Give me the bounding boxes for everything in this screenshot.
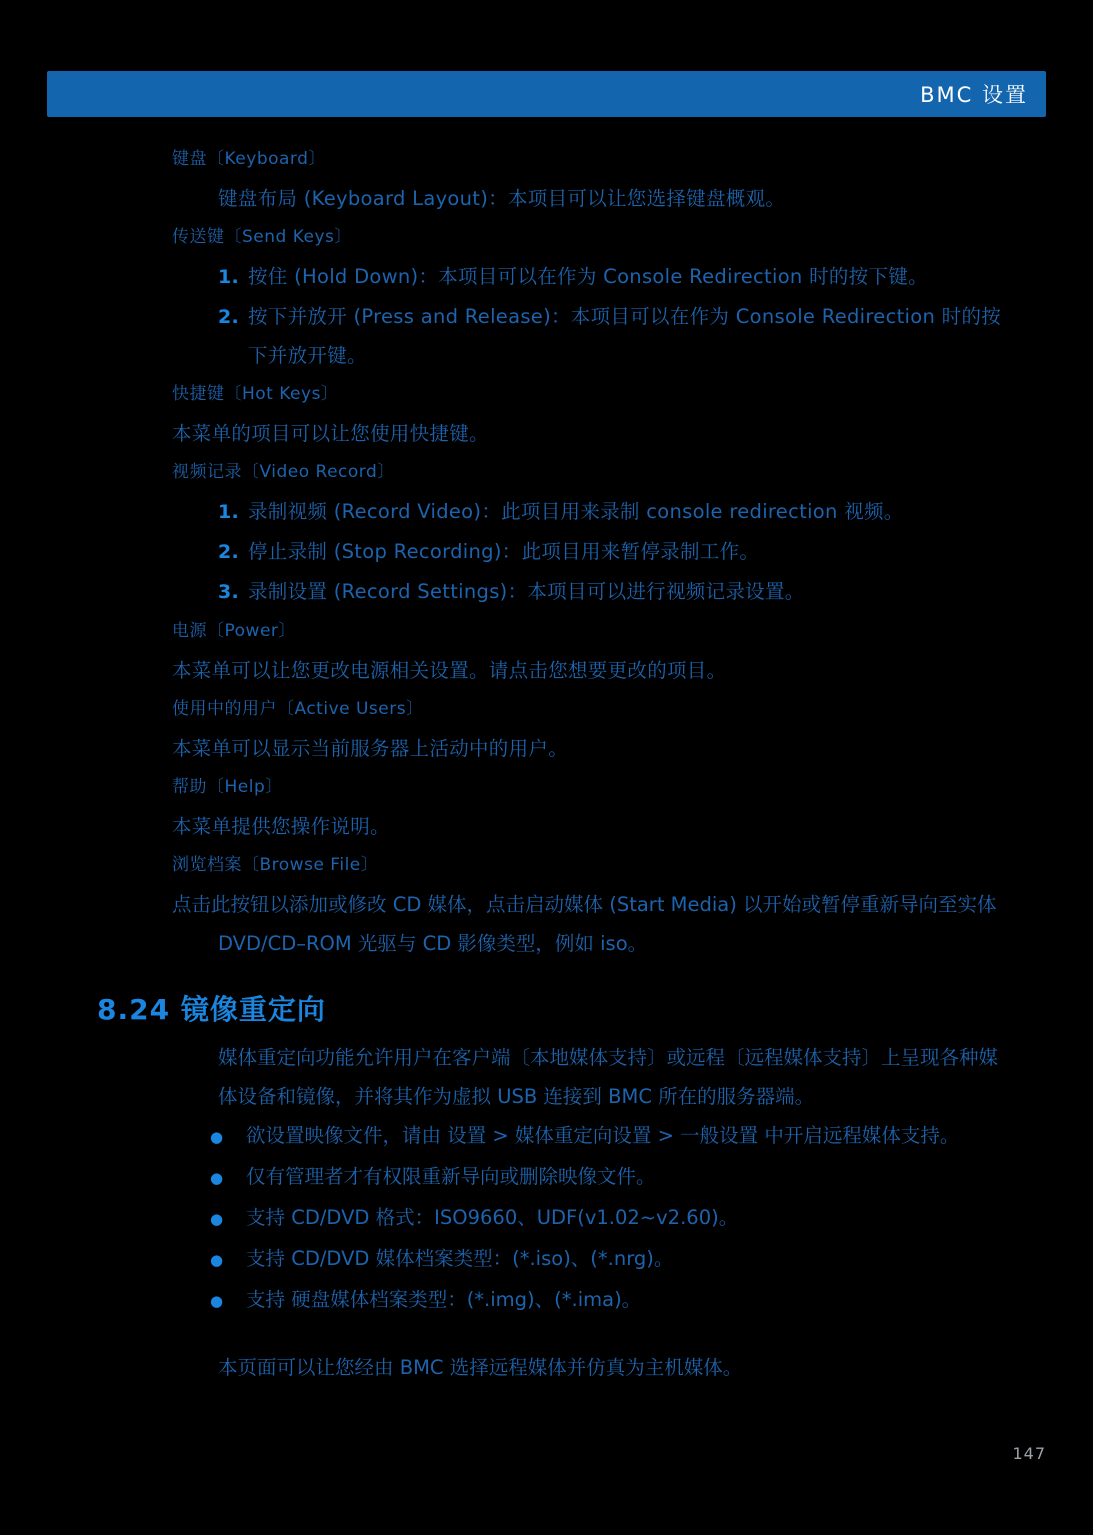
list-item <box>172 1239 1002 1280</box>
paragraph-help: 本菜单提供您操作说明。 <box>172 815 390 838</box>
list-text: 录制设置 (Record Settings)：本项目可以进行视频记录设置。 <box>248 580 805 603</box>
header-title: BMC 设置 <box>920 83 1028 107</box>
section-intro: 媒体重定向功能允许用户在客户端〔本地媒体支持〕或远程〔远程媒体支持〕上呈现各种媒体设备和镜像，并将其作为虚拟 USB 连接到 BMC 所在的服务器端。 <box>218 1046 999 1108</box>
bullet-icon: ● <box>210 1210 224 1228</box>
bullet-text: 支持 CD/DVD 格式：ISO9660、UDF(v1.02~v2.60)。 <box>246 1206 739 1229</box>
bullet-text: 欲设置映像文件，请由 设置 > 媒体重定向设置 > 一般设置 中开启远程媒体支持。 <box>246 1124 960 1147</box>
top-content-block <box>172 140 1002 963</box>
section-closing-paragraph: 本页面可以让您经由 BMC 选择远程媒体并仿真为主机媒体。 <box>218 1356 743 1379</box>
page-number: 147 <box>1012 1444 1046 1463</box>
bullet-text: 支持 CD/DVD 媒体档案类型：(*.iso)、(*.nrg)。 <box>246 1247 674 1270</box>
page-header-bar <box>47 71 1046 117</box>
list-number: 1. <box>218 266 240 288</box>
list-text: 按下并放开 (Press and Release)：本项目可以在作为 Console Redirection 时的按下并放开键。 <box>248 305 1002 367</box>
list-number: 3. <box>218 581 240 603</box>
paragraph-hot-keys: 本菜单的项目可以让您使用快捷键。 <box>172 422 489 445</box>
bullet-icon: ● <box>210 1251 224 1269</box>
paragraph-keyboard-layout: 键盘布局 (Keyboard Layout)：本项目可以让您选择键盘概观。 <box>218 187 786 210</box>
subheading-browse-file: 浏览档案〔Browse File〕 <box>172 855 379 875</box>
subheading-help: 帮助〔Help〕 <box>172 777 283 797</box>
list-item <box>172 1157 1002 1198</box>
list-item <box>172 532 1002 572</box>
subheading-hot-keys: 快捷键〔Hot Keys〕 <box>172 384 339 404</box>
bullet-text: 仅有管理者才有权限重新导向或删除映像文件。 <box>246 1165 656 1188</box>
subheading-active-users: 使用中的用户〔Active Users〕 <box>172 699 424 719</box>
list-item <box>172 297 1002 375</box>
list-item <box>172 492 1002 532</box>
list-text: 录制视频 (Record Video)：此项目用来录制 console redirection 视频。 <box>248 500 904 523</box>
section-title <box>97 988 326 1028</box>
subheading-power: 电源〔Power〕 <box>172 621 296 641</box>
list-number: 1. <box>218 501 240 523</box>
list-item <box>172 1198 1002 1239</box>
section-heading-text: 镜像重定向 <box>180 993 326 1026</box>
list-text: 按住 (Hold Down)：本项目可以在作为 Console Redirection 时的按下键。 <box>248 265 928 288</box>
list-item <box>172 1280 1002 1321</box>
section-number: 8.24 <box>97 993 171 1026</box>
list-item <box>172 257 1002 297</box>
paragraph-browse-file: 点击此按钮以添加或修改 CD 媒体，点击启动媒体 (Start Media) 以开始或暂停重新导向至实体 DVD/CD–ROM 光驱与 CD 影像类型，例如 iso。 <box>172 893 997 955</box>
paragraph-active-users: 本菜单可以显示当前服务器上活动中的用户。 <box>172 737 569 760</box>
bullet-icon: ● <box>210 1292 224 1310</box>
subheading-video-record: 视频记录〔Video Record〕 <box>172 462 395 482</box>
bullet-icon: ● <box>210 1169 224 1187</box>
paragraph-power: 本菜单可以让您更改电源相关设置。请点击您想要更改的项目。 <box>172 659 727 682</box>
list-text: 停止录制 (Stop Recording)：此项目用来暂停录制工作。 <box>248 540 760 563</box>
bullet-text: 支持 硬盘媒体档案类型：(*.img)、(*.ima)。 <box>246 1288 642 1311</box>
section-body <box>172 1038 1002 1321</box>
list-number: 2. <box>218 541 240 563</box>
list-item <box>172 572 1002 612</box>
subheading-keyboard: 键盘〔Keyboard〕 <box>172 149 326 169</box>
bullet-icon: ● <box>210 1128 224 1146</box>
list-number: 2. <box>218 306 240 328</box>
subheading-send-keys: 传送键〔Send Keys〕 <box>172 227 352 247</box>
list-item <box>172 1116 1002 1157</box>
